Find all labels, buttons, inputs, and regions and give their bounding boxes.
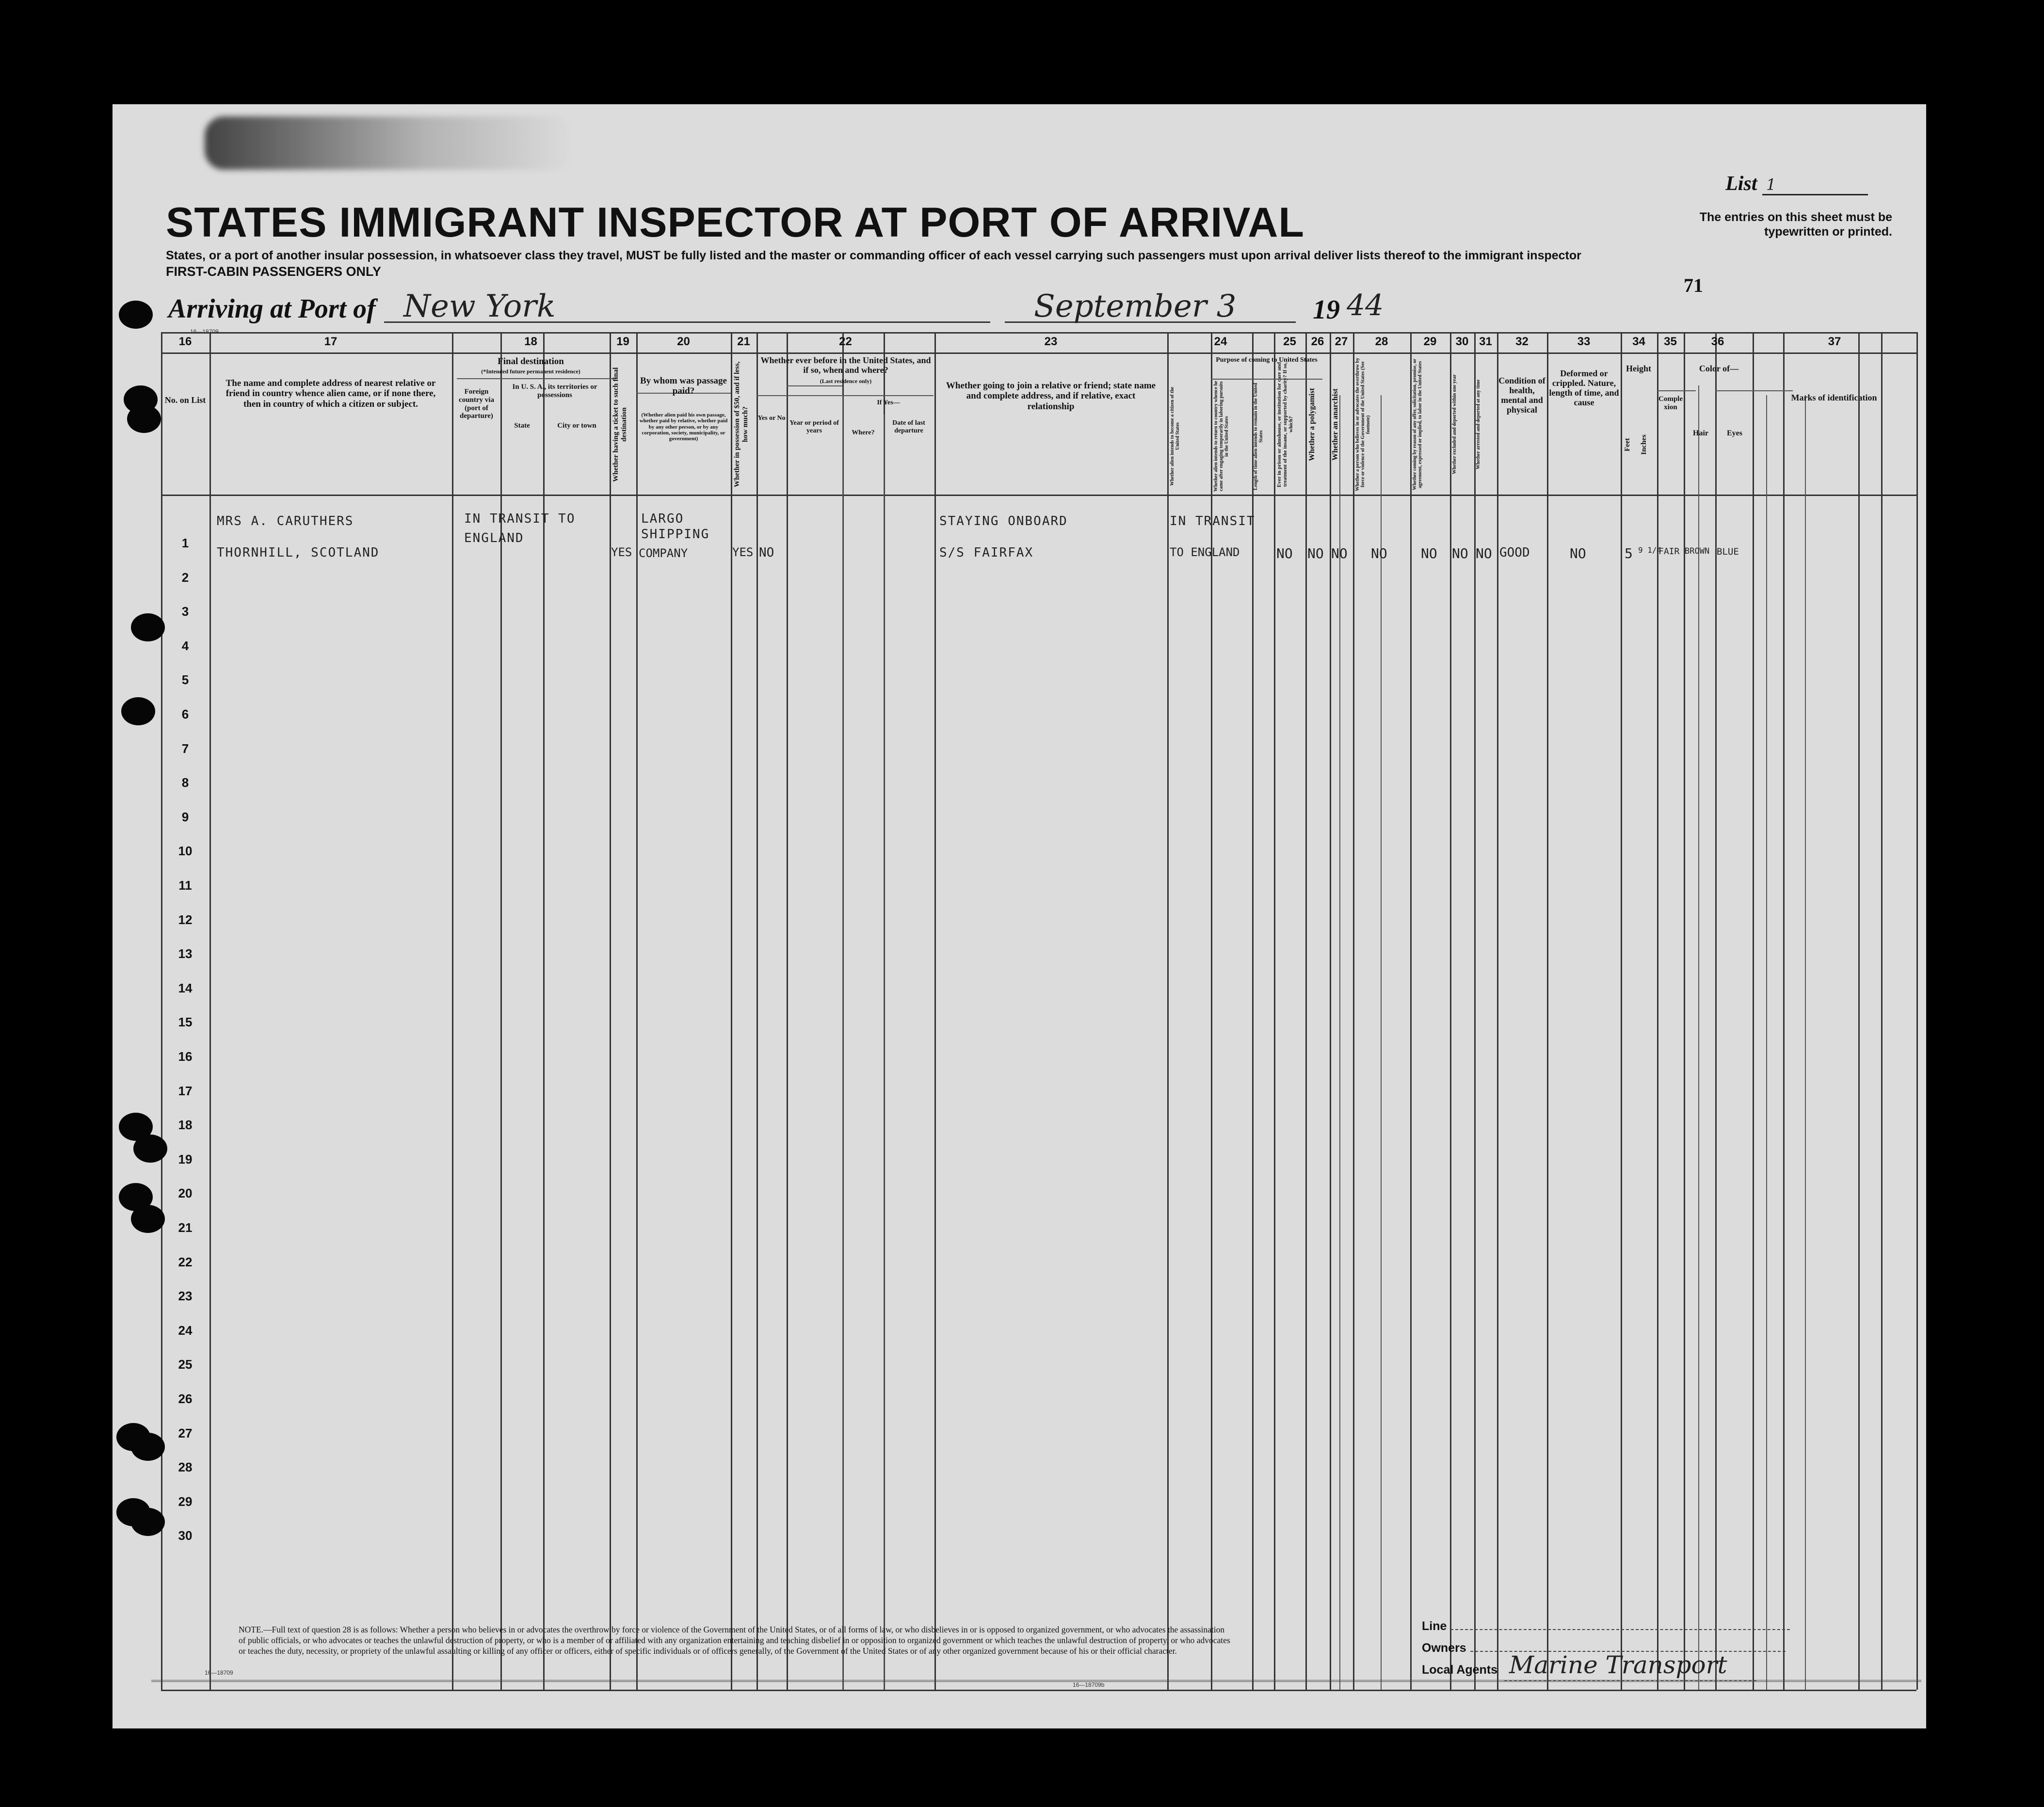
header-q31: Whether arrested and deported at any time — [1476, 379, 1481, 470]
arriving-label: Arriving at Port of — [168, 294, 376, 324]
owners-label: Owners — [1422, 1641, 1466, 1655]
header-height: Height — [1626, 364, 1651, 373]
entry-paid-by-3: COMPANY — [639, 546, 688, 560]
header-passage-paid: By whom was passage paid? — [640, 376, 727, 397]
col-line — [1547, 332, 1548, 1690]
col-line — [636, 332, 638, 1690]
form-code-bottom: 16—18709 — [205, 1669, 233, 1676]
sub-header-rule — [1715, 390, 1793, 391]
row-number: 27 — [178, 1425, 193, 1440]
col-line — [934, 332, 936, 1690]
row-number: 13 — [178, 946, 193, 961]
header-q29: Whether coming by reason of any offer, solicitation, promise, or agreement, expressed or implied, to labor in the United States — [1412, 358, 1423, 491]
col-number: 33 — [1577, 335, 1591, 348]
line-rule — [1450, 1629, 1790, 1630]
ink-smudge — [205, 116, 573, 170]
header-final-destination: Final destination — [498, 356, 564, 367]
sub-header-rule — [1211, 379, 1322, 380]
col-number: 34 — [1632, 335, 1645, 348]
list-label: List — [1725, 173, 1757, 195]
footnote: NOTE.—Full text of question 28 is as follows: Whether a person who believes in or advocates the overthrow by force or violence of the Government of the United States, or of all forms of law, or who disbelieves in or is opposed to organized government, or who advocates the assassination of public officials, or who advocates or teaches the unlawful destruction of property, or who is a member of or affiliated with any organization entertaining and teaching disbelief in or opposition to organized government or which teaches the unlawful destruction of property, or who advocates or teaches the duty, necessity, or propriety of the unlawful assaulting or killing of any officer or officers, either of specific individuals or of officers generally, of the Government of the United States or of any other organized government because of his or their official character. — [239, 1625, 1230, 1656]
year-suffix: 44 — [1347, 288, 1384, 322]
list-value: 1 — [1762, 176, 1868, 195]
sub-col-line — [1381, 395, 1382, 1690]
header-marks: Marks of identification — [1791, 393, 1877, 402]
entry-health: GOOD — [1499, 545, 1530, 560]
header-relative-address: The name and complete address of nearest relative or friend in country whence alien came, or if none there, then in country of which a citizen or subject. — [225, 378, 436, 409]
row-number: 16 — [178, 1049, 193, 1064]
col-number: 17 — [324, 335, 338, 348]
col-number: 27 — [1335, 335, 1348, 348]
list-number — [1725, 172, 1868, 195]
col-line — [1410, 332, 1412, 1690]
form-code-note: 16—18709b — [1073, 1681, 1105, 1688]
header-where: Where? — [852, 429, 875, 436]
passenger-class-line: FIRST-CABIN PASSENGERS ONLY — [166, 264, 382, 279]
entry-deformed: NO — [1570, 545, 1586, 561]
col-number: 32 — [1515, 335, 1529, 348]
sub-header-rule — [756, 395, 933, 396]
col-line — [756, 332, 758, 1690]
sub-col-line — [1698, 385, 1699, 1690]
col-line — [1497, 332, 1498, 1690]
row-number: 10 — [178, 844, 193, 859]
row-number: 21 — [178, 1220, 193, 1235]
entry-paid-by-1: LARGO — [641, 512, 684, 526]
row-number: 25 — [178, 1357, 193, 1372]
col-number: 22 — [839, 335, 852, 348]
entry-q29: NO — [1421, 545, 1437, 561]
col-line — [1305, 332, 1307, 1690]
entry-money: YES — [732, 545, 754, 559]
header-complexion: Complexion — [1658, 395, 1683, 411]
entry-paid-by-2: SHIPPING — [641, 527, 710, 542]
entry-hair: BROWN — [1685, 546, 1710, 556]
punch-hole — [121, 697, 155, 725]
punch-hole — [127, 405, 161, 433]
row-number: 22 — [178, 1254, 193, 1269]
row-number: 17 — [178, 1083, 193, 1098]
row-number: 4 — [181, 638, 189, 653]
entry-polygamist: NO — [1307, 545, 1324, 561]
entry-prison: NO — [1276, 545, 1293, 561]
entry-q28: NO — [1371, 545, 1387, 561]
sub-col-line — [1766, 395, 1767, 1690]
row-number: 6 — [181, 707, 189, 721]
col-line — [1621, 332, 1622, 1690]
col-line — [1753, 332, 1754, 1690]
entry-join-2: S/S FAIRFAX — [939, 545, 1034, 560]
row-number: 29 — [178, 1494, 193, 1509]
date-value: September 3 — [1034, 288, 1237, 324]
entry-ticket: YES — [611, 545, 632, 559]
col-number: 24 — [1214, 335, 1227, 348]
header-q30: Whether excluded and deported within one year — [1452, 374, 1457, 475]
punch-hole — [119, 301, 153, 329]
col-line — [1715, 332, 1717, 1690]
col-number: 29 — [1423, 335, 1437, 348]
entry-join-1: STAYING ONBOARD — [939, 514, 1068, 528]
col-line — [1474, 332, 1476, 1690]
year-prefix: 19 — [1313, 295, 1340, 325]
port-value: New York — [403, 288, 556, 324]
sub-header-rule — [457, 378, 617, 379]
header-feet: Feet — [1624, 438, 1631, 452]
sub-col-line — [1805, 395, 1806, 1690]
col-line — [1450, 332, 1451, 1690]
header-health: Condition of health, mental and physical — [1498, 376, 1545, 415]
header-in-usa: In U. S. A., its territories or possessions — [512, 383, 597, 399]
col-number: 21 — [737, 335, 750, 348]
col-number: 23 — [1044, 335, 1058, 348]
header-purpose-c: Whether alien intends to become a citizen of the United States — [1170, 386, 1180, 486]
header-final-destination-note: (*Intended future permanent residence) — [481, 368, 580, 375]
entry-purpose-1: IN TRANSIT — [1170, 514, 1255, 528]
manifest-sheet — [113, 104, 1926, 1728]
page-number: 71 — [1684, 274, 1703, 296]
header-color: Color of— — [1699, 364, 1739, 373]
line-field — [1422, 1619, 1790, 1633]
row-number: 26 — [178, 1391, 193, 1406]
sub-header-rule — [787, 385, 842, 386]
row-number: 12 — [178, 912, 193, 927]
col-line — [543, 332, 545, 1690]
row-number: 8 — [181, 775, 189, 790]
header-date-departure: Date of last departure — [892, 419, 925, 434]
header-deformed: Deformed or crippled. Nature, length of time, and cause — [1549, 368, 1619, 408]
col-line — [209, 332, 211, 1690]
page-title: STATES IMMIGRANT INSPECTOR AT PORT OF ARRIVAL — [166, 199, 1304, 246]
entry-before-in-us: NO — [759, 545, 774, 560]
number-row-border — [161, 352, 1916, 354]
header-purpose-b: Length of time alien intends to remain in the United States — [1253, 383, 1264, 490]
col-line — [1657, 332, 1658, 1690]
header-before-note: (Last residence only) — [820, 378, 872, 384]
entry-relative-name: MRS A. CARUTHERS — [217, 514, 354, 528]
header-bottom-border — [161, 495, 1916, 496]
agents-value: Marine Transport — [1509, 1651, 1727, 1679]
col-number: 25 — [1283, 335, 1296, 348]
col-number: 20 — [677, 335, 690, 348]
row-number: 11 — [178, 878, 192, 893]
col-line — [1252, 332, 1254, 1690]
col-number: 19 — [616, 335, 629, 348]
header-polygamist: Whether a polygamist — [1308, 388, 1316, 461]
entry-inches: 9 1/4 — [1638, 545, 1662, 555]
col-line — [1684, 332, 1685, 1690]
col-line — [610, 332, 611, 1690]
col-line — [1330, 332, 1331, 1690]
col-line — [161, 332, 162, 1690]
punch-hole — [131, 1508, 165, 1536]
header-state: State — [514, 422, 530, 430]
header-join-relative: Whether going to join a relative or friend; state name and complete address, and if relative, exact relationship — [946, 381, 1156, 412]
entry-destination-2: ENGLAND — [464, 531, 524, 545]
sub-col-line — [842, 395, 843, 1690]
header-eyes: Eyes — [1727, 429, 1742, 437]
header-city: City or town — [557, 422, 596, 430]
col-line — [787, 332, 788, 1690]
entry-purpose-2: TO ENGLAND — [1170, 545, 1240, 559]
header-q28: Whether a person who believes in or advocates the overthrow by force or violence of the Government of the United States (See footnote) — [1355, 358, 1371, 491]
header-purpose: Purpose of coming to United States — [1216, 356, 1318, 364]
punch-hole — [131, 1433, 165, 1461]
col-line — [731, 332, 732, 1690]
entry-anarchist: NO — [1331, 545, 1348, 561]
col-number: 16 — [178, 335, 192, 348]
entry-complexion: FAIR — [1658, 546, 1680, 557]
header-passage-paid-note: (Whether alien paid his own passage, whether paid by relative, whether paid by any other person, or by any corporation, society, municipality, or government) — [639, 412, 728, 442]
row-number: 24 — [178, 1323, 193, 1338]
arrival-line — [168, 293, 376, 324]
col-number: 28 — [1375, 335, 1388, 348]
header-inches: Inches — [1640, 434, 1648, 455]
entry-feet: 5 — [1625, 545, 1633, 561]
row-number: 9 — [181, 809, 189, 824]
row-number: 14 — [178, 980, 193, 995]
row-number: 15 — [178, 1015, 193, 1030]
row-number: 28 — [178, 1460, 193, 1475]
col-line — [452, 332, 453, 1690]
header-ticket: Whether having a ticket to such final destination — [612, 367, 628, 482]
header-years: Year or period of years — [789, 419, 839, 434]
header-if-yes: If Yes— — [877, 399, 900, 406]
header-hair: Hair — [1693, 429, 1708, 437]
form-code-top: 16—18709 — [190, 328, 219, 335]
row-number: 20 — [178, 1186, 193, 1201]
col-line — [1916, 332, 1918, 1690]
punch-hole — [133, 1135, 167, 1163]
col-line — [1858, 332, 1860, 1690]
col-line — [1783, 332, 1785, 1690]
entry-destination-1: IN TRANSIT TO — [464, 512, 576, 526]
punch-hole — [131, 613, 165, 641]
row-number: 3 — [181, 604, 189, 619]
row-number: 7 — [181, 741, 189, 756]
line-label: Line — [1422, 1619, 1447, 1633]
table-top-border — [161, 332, 1916, 334]
typewritten-note: The entries on this sheet must be typewritten or printed. — [1699, 210, 1892, 239]
row-number: 5 — [181, 672, 189, 688]
agents-label: Local Agents — [1422, 1663, 1498, 1677]
col-number: 31 — [1479, 335, 1492, 348]
col-number: 35 — [1664, 335, 1677, 348]
row-number: 18 — [178, 1118, 193, 1133]
col-number: 30 — [1455, 335, 1469, 348]
row-number: 2 — [181, 570, 189, 585]
header-foreign-country: Foreign country via (port of departure) — [459, 388, 494, 420]
header-yes-no: Yes or No — [757, 415, 786, 422]
header-purpose-a: Whether alien intends to return to country whence he came after engaging temporarily in laboring pursuits in the United States — [1213, 381, 1229, 492]
col-number: 26 — [1311, 335, 1324, 348]
entry-relative-address: THORNHILL, SCOTLAND — [217, 545, 380, 560]
header-before-in-us: Whether ever before in the United States, and if so, when and where? — [760, 355, 931, 375]
header-money: Whether in possession of $50, and if less, how much? — [733, 361, 749, 488]
instruction-line: States, or a port of another insular possession, in whatsoever class they travel, MUST be fully listed and the master or commanding officer of each vessel carrying such passengers must upon arrival deliver lists thereof to the immigrant inspector — [166, 249, 1581, 262]
col-number: 36 — [1711, 335, 1724, 348]
col-number: 18 — [524, 335, 537, 348]
col-line — [1881, 332, 1883, 1690]
row-number: 19 — [178, 1151, 193, 1167]
col-number: 37 — [1828, 335, 1841, 348]
agents-rule — [1504, 1680, 1756, 1681]
row-number: 1 — [181, 536, 189, 550]
col-line — [1211, 332, 1212, 1690]
header-anarchist: Whether an anarchist — [1331, 388, 1339, 461]
col-line — [1167, 332, 1169, 1690]
agents-field — [1422, 1663, 1497, 1677]
sub-header-rule — [1657, 390, 1696, 391]
manifest-table — [161, 332, 1916, 1690]
sub-col-line — [1339, 395, 1340, 1690]
row-number: 30 — [178, 1528, 193, 1543]
header-prison: Ever in prison or almshouse, or institution for care and treatment of the insane, or supported by charity? If so, which? — [1276, 362, 1294, 487]
header-list-number: No. on List — [164, 395, 206, 405]
entry-q30: NO — [1452, 545, 1468, 561]
table-bottom-border — [161, 1690, 1916, 1691]
sub-col-line — [884, 415, 885, 1690]
row-number: 23 — [178, 1289, 193, 1304]
col-line — [1274, 332, 1275, 1690]
entry-eyes: BLUE — [1717, 546, 1739, 557]
punch-hole — [131, 1205, 165, 1233]
col-line — [1353, 332, 1354, 1690]
entry-q31: NO — [1476, 545, 1492, 561]
